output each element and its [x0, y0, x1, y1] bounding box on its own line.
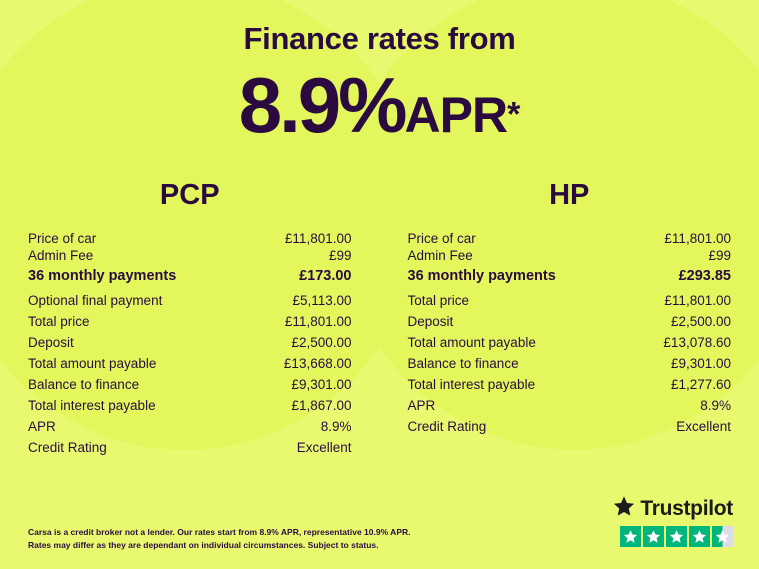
row-value: £11,801.00: [284, 231, 352, 247]
row-value: 8.9%: [700, 398, 731, 414]
table-row: [28, 353, 352, 374]
row-label: Deposit: [28, 335, 74, 351]
pcp-rates-table: [28, 230, 352, 458]
row-value: £293.85: [678, 268, 731, 285]
row-value: £173.00: [299, 268, 352, 285]
table-row: [408, 374, 732, 395]
column-pcp-title: PCP: [159, 179, 220, 212]
rate-number: 8.9%: [238, 61, 405, 150]
disclaimer-line-1: Carsa is a credit broker not a lender. Our rates start from 8.9% APR, representative 10.9% APR.: [28, 527, 411, 538]
table-row: [408, 353, 732, 374]
row-label: Deposit: [407, 314, 454, 330]
rate-asterisk: *: [507, 95, 521, 134]
row-label: Price of car: [407, 231, 476, 247]
row-label: APR: [28, 419, 56, 435]
table-row: [28, 416, 352, 437]
row-value: £2,500.00: [291, 335, 352, 351]
row-value: £99: [708, 248, 731, 264]
table-row: [408, 311, 732, 332]
row-value: £11,801.00: [664, 293, 731, 309]
table-row: [28, 332, 352, 353]
row-value: Excellent: [296, 440, 352, 456]
trustpilot-name: Trustpilot: [640, 496, 733, 520]
table-row: [408, 290, 732, 311]
row-value: £13,668.00: [283, 356, 352, 372]
headline-rate: [0, 60, 759, 151]
trustpilot-stars: [613, 526, 733, 547]
disclaimer-text: [28, 526, 411, 551]
table-row: [408, 332, 732, 353]
table-row: [28, 311, 352, 332]
row-label: Total interest payable: [28, 398, 156, 414]
row-label: 36 monthly payments: [407, 268, 556, 285]
table-row: [408, 416, 732, 437]
rate-unit: APR: [404, 87, 508, 144]
hp-rates-table: [408, 230, 732, 437]
row-value: £99: [328, 248, 352, 264]
row-label: Optional final payment: [28, 293, 163, 309]
row-value: £2,500.00: [670, 314, 731, 330]
row-label: Price of car: [28, 231, 97, 247]
column-hp-title: HP: [549, 179, 590, 212]
row-label: Total amount payable: [28, 356, 157, 372]
row-value: £9,301.00: [291, 377, 352, 393]
star-icon-filled: [689, 526, 710, 547]
row-label: Total interest payable: [407, 377, 536, 393]
trustpilot-rating: [613, 495, 733, 547]
table-row: [28, 374, 352, 395]
row-label: APR: [407, 398, 436, 414]
row-value: £11,801.00: [664, 231, 731, 247]
table-row: [28, 290, 352, 311]
table-row: [28, 247, 352, 264]
table-row: [28, 437, 352, 458]
row-value: Excellent: [676, 419, 731, 435]
rate-columns: [0, 179, 759, 458]
row-label: Admin Fee: [407, 248, 473, 264]
column-hp: [380, 179, 759, 458]
table-row: [408, 247, 732, 264]
row-value: £9,301.00: [670, 356, 731, 372]
row-value: £5,113.00: [292, 293, 352, 309]
star-icon-filled: [620, 526, 641, 547]
row-label: Total price: [28, 314, 90, 330]
table-row: [408, 230, 732, 247]
star-icon: [613, 495, 635, 522]
row-label: Balance to finance: [28, 377, 140, 393]
row-label: Credit Rating: [407, 419, 487, 435]
star-icon-filled: [666, 526, 687, 547]
star-icon-filled: [643, 526, 664, 547]
disclaimer-line-2: Rates may differ as they are dependant on individual circumstances. Subject to status.: [28, 539, 379, 550]
star-icon-half: [712, 526, 733, 547]
page-title: Finance rates from: [243, 21, 516, 56]
row-value: £1,867.00: [291, 398, 352, 414]
row-value: £1,277.60: [670, 377, 731, 393]
table-row: [28, 395, 352, 416]
column-pcp: [0, 179, 380, 458]
table-row: [408, 395, 732, 416]
row-value: £11,801.00: [284, 314, 352, 330]
table-row: [28, 230, 352, 247]
trustpilot-wordmark: [613, 495, 733, 522]
row-value: 8.9%: [320, 419, 352, 435]
row-label: Total price: [407, 293, 470, 309]
row-label: Balance to finance: [407, 356, 519, 372]
row-label: Credit Rating: [28, 440, 107, 456]
row-label: 36 monthly payments: [28, 268, 177, 285]
table-row-highlight: [28, 264, 352, 290]
row-label: Total amount payable: [407, 335, 536, 351]
row-label: Admin Fee: [28, 248, 94, 264]
row-value: £13,078.60: [663, 335, 731, 351]
table-row-highlight: [408, 264, 732, 290]
